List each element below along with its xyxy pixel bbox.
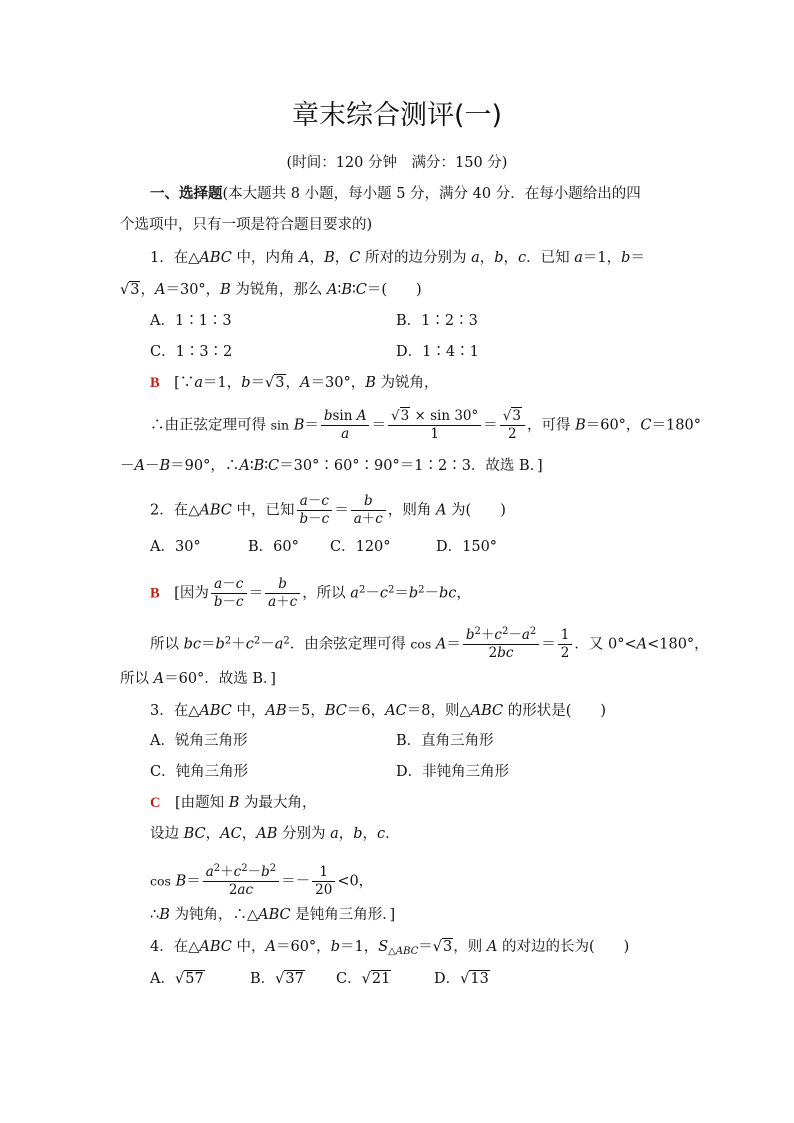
page-title: 章末综合测评(一) (291, 100, 503, 131)
q1-option-a: A．1∶1∶3 (150, 313, 232, 329)
q3-solution-line-2: 设边 BC，AC，AB 分别为 a，b，c． (150, 826, 400, 842)
q2-option-a: A．30° (150, 539, 201, 555)
q1-solution-line-1: B [∵a＝1，b＝√3，A＝30°，B 为锐角， (150, 375, 439, 391)
section-heading (150, 184, 641, 204)
q1-option-d: D．1∶4∶1 (396, 344, 479, 360)
q1-solution-line-3: －A－B＝90°，∴A∶B∶C＝30°∶60°∶90°＝1∶2∶3．故选 B．] (120, 458, 543, 474)
question-4-line: 4．在△ABC 中，A＝60°，b＝1，$S_{\triangle ABC}=√3$，则 A 的对边的长为( ) (150, 939, 630, 957)
q2-solution-line-1: B [因为 $\frac{a-c}{b-c}$ ＝ $\frac{b}{a+c}$ ，所以 $a^2-c^2=b^2-bc$， (150, 576, 471, 610)
q2-option-c: C．120° (330, 539, 391, 555)
q1-option-c: C．1∶3∶2 (150, 344, 233, 360)
q4-option-a: A．√57 (150, 971, 204, 987)
q3-solution-line-4: ∴B 为钝角，∴△ABC 是钝角三角形．] (150, 907, 396, 923)
section-label: 一、选择题 (150, 186, 223, 202)
section-instructions-2: 个选项中，只有一项是符合题目要求的) (120, 217, 373, 233)
q4-option-b: B．√37 (250, 971, 304, 987)
q2-answer: B (150, 585, 160, 602)
q2-option-b: B．60° (248, 539, 299, 555)
q4-option-d: D．√13 (434, 971, 489, 987)
question-1-line-2: √3，A＝30°，B 为锐角，那么 A∶B∶C＝( ) (120, 282, 422, 298)
section-instructions-1: (本大题共 8 小题，每小题 5 分，满分 40 分．在每小题给出的四 (222, 186, 641, 202)
question-2-line: 2．在△ABC 中，已知 $\frac{a-c}{b-c}$ ＝ $\frac{b}{a+c}$ ，则角 A 为( ) (150, 493, 506, 527)
q3-solution-line-1: C [由题知 B 为最大角， (150, 795, 317, 811)
q1-option-b: B．1∶2∶3 (396, 313, 478, 329)
q2-option-d: D．150° (436, 539, 498, 555)
q3-option-a: A．锐角三角形 (150, 733, 248, 749)
question-1-line-1: 1．在△ABC 中，内角 A，B，C 所对的边分别为 a，b，c．已知 a＝1，b＝ (150, 250, 645, 266)
q3-answer: C (150, 795, 161, 811)
q3-option-d: D．非钝角三角形 (396, 764, 510, 780)
q3-option-b: B．直角三角形 (396, 733, 494, 749)
q3-option-c: C．钝角三角形 (150, 764, 249, 780)
q3-solution-line-3: cos B＝ $\frac{a^2+c^2-b^2}{2ac}$ ＝－ $\frac{1}{20}$ <0， (150, 863, 374, 898)
q1-answer: B (150, 375, 160, 391)
question-3-line: 3．在△ABC 中，AB＝5，BC＝6，AC＝8，则△ABC 的形状是( ) (150, 703, 607, 719)
q2-solution-line-3: 所以 A＝60°．故选 B．] (120, 671, 276, 687)
q1-solution-line-2: ∴由正弦定理可得 sin B＝ $\frac{\text{bsin A}}{a}$ ＝ $\frac{√3 \times \sin 30^\circ}{1}$ ＝ $\frac{√3}{2}$ ，可得 B＝60°，C＝180° (150, 408, 701, 442)
q4-option-c: C．√21 (336, 971, 391, 987)
q2-solution-line-2: 所以 $bc=b^2+c^2-a^2$．由余弦定理可得 cos A＝ $\frac{b^2+c^2-a^2}{2bc}$ ＝ $\frac{1}{2}$ ．又 0°<A<180°， (150, 626, 709, 661)
exam-info: (时间：120 分钟 满分：150 分) (286, 155, 508, 171)
